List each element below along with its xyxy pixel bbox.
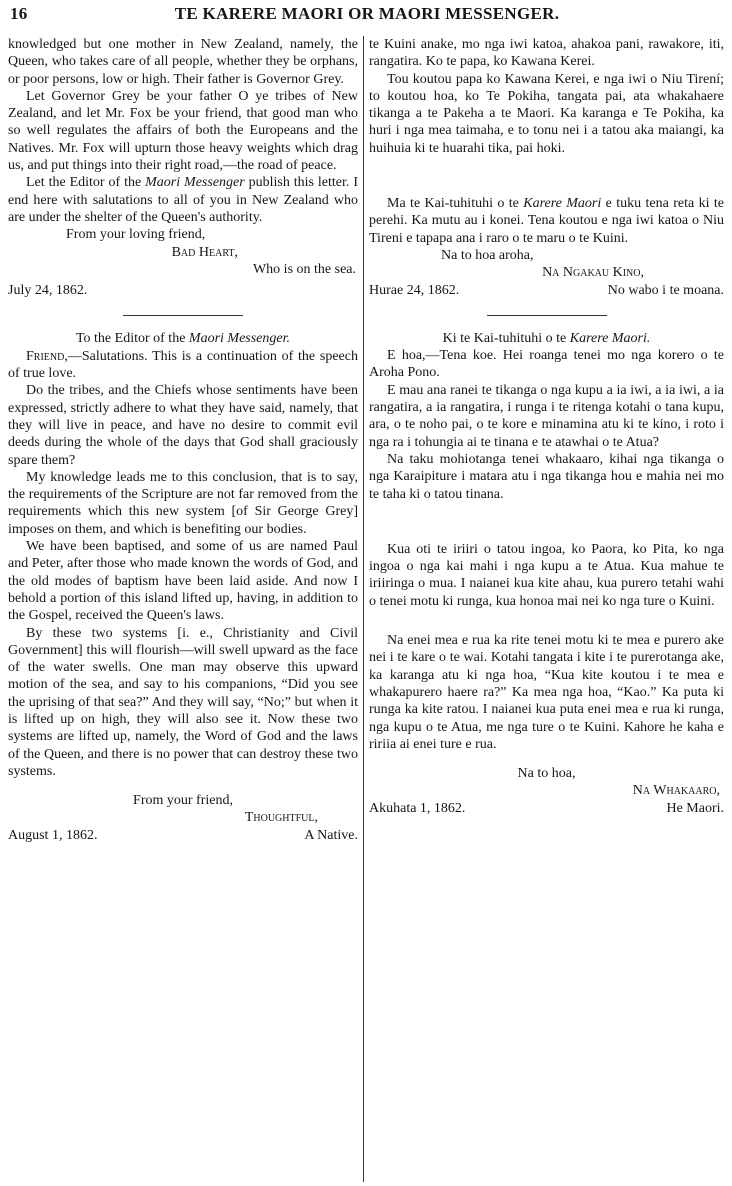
letter1-footer-line bbox=[369, 282, 724, 299]
spacer bbox=[369, 157, 724, 195]
text-run: To the Editor of the bbox=[75, 331, 189, 347]
letter2-paragraph: E mau ana ranei te tikanga o nga kupu a ia iwi, a ia iwi, a ia rangatira, a ia rangatira, i runga i te ritenga kotahi o tana kupu, ara, o te noho pai, o te kore e minamina atu ki te kino, i roto i nga ra i tohungia ai te tinana e te atawhai o te Atua? bbox=[369, 382, 724, 450]
text-run: Let the Editor of the bbox=[26, 175, 146, 191]
letter2-footer-line bbox=[8, 827, 358, 844]
text-run: e tuku tena reta ki te perehi. Ka mutu au i konei. Tena koutou e nga iwi katoa o Niu Tireni e tapapa ana i raro o te maru o te Kuini. bbox=[369, 196, 724, 246]
letter2-closing: From your friend, bbox=[133, 793, 233, 809]
letter1-paragraph: knowledged but one mother in New Zealand, namely, the Queen, who takes care of all people, whether they be orphans, or poor persons, low or high. Their father is Governor Grey. bbox=[8, 37, 358, 87]
letter1-paragraph bbox=[369, 195, 724, 247]
letter2-sign-desc: He Maori. bbox=[666, 800, 724, 816]
paper-name: Karere Maori. bbox=[569, 330, 651, 346]
letter2-sign-desc: A Native. bbox=[304, 827, 358, 843]
text-run: Ma te Kai-tuhituhi o te bbox=[387, 196, 524, 212]
letter1-date: Hurae 24, 1862. bbox=[369, 282, 460, 298]
letter1-paragraph: te Kuini anake, mo nga iwi katoa, ahakoa pani, rawakore, iti, rangatira. Ko te papa, ko Kawana Kerei. bbox=[369, 37, 724, 70]
salutation-word: Friend, bbox=[26, 348, 68, 364]
letter2-date: August 1, 1862. bbox=[8, 827, 98, 843]
letter1-closing: Na to hoa aroha, bbox=[441, 247, 534, 263]
letter2-paragraph: My knowledge leads me to this conclusion, that is to say, the requirements of the Scripture are not far removed from the requirements which this new system [of Sir George Grey] imposes on them, and which is benefiting our bodies. bbox=[8, 469, 358, 537]
letter2-footer-line bbox=[369, 800, 724, 817]
letter1-signature: Bad Heart, bbox=[171, 244, 238, 260]
letter2-salutation bbox=[8, 348, 358, 383]
spacer bbox=[369, 503, 724, 541]
letter2-closing: Na to hoa, bbox=[517, 766, 576, 782]
letter2-heading bbox=[369, 330, 724, 347]
section-rule bbox=[123, 315, 243, 316]
letter1-paragraph bbox=[8, 174, 358, 226]
letter2-paragraph: By these two systems [i. e., Christianity and Civil Government] this will flourish—will swell upward as the face of the water swells. One man may observe this upward motion of the sea, and say to his companions, “Did you see the uprising of that sea?” And they will say, “No;” but when it is lifted up on high, they will also see it. Now these two systems are lifted up, namely, the Word of God and the laws of the Queen, and there is no power that can destroy these two systems. bbox=[8, 625, 358, 779]
text-run: —Salutations. This is a continuation of the speech of true love. bbox=[8, 348, 358, 382]
section-rule bbox=[487, 315, 607, 316]
letter2-signature: Thoughtful, bbox=[244, 810, 318, 826]
newspaper-title: TE KARERE MAORI OR MAORI MESSENGER. bbox=[174, 4, 560, 23]
maori-column bbox=[369, 36, 724, 817]
column-divider bbox=[363, 36, 364, 1182]
page-number: 16 bbox=[10, 4, 28, 23]
letter1-paragraph: Tou koutou papa ko Kawana Kerei, e nga iwi o Niu Tirení; to koutou hoa, ko Te Pokiha, tangata pai, ata whakahaere tikanga a te Pakeha a te Maori. Ka karanga e Te Pokiha, ka huri i nga mea taimaha, e to tonu nei i a tatou aka maiangi, ka huihuia ki te huarahi tika, pai hoki. bbox=[369, 71, 724, 156]
paper-name: Maori Messenger. bbox=[188, 331, 291, 347]
letter1-date: July 24, 1862. bbox=[8, 283, 88, 299]
letter2-paragraph: Do the tribes, and the Chiefs whose sentiments have been expressed, strictly adhere to what they have said, namely, that they will live in peace, and have no desire to commit evil deeds during the whole of the days that God shall graciously spare them? bbox=[8, 383, 358, 468]
text-run: publish this letter. I end here with salutations to all of you in New Zealand who are under the shelter of the Queen's authority. bbox=[8, 175, 358, 225]
letter2-paragraph: Na enei mea e rua ka rite tenei motu ki te mea e purero ake nei i te kare o te wai. Kotahi tangata i kite i te purerotanga ake, ka karanga atu ki nga hoa, “Kua kite koutou i te mea e whakapurero haere ra?” Ka mea nga hoa, “Kao.” Ka puta ki runga ka kite ratou. I naianei kua puta enei mea e rua ki runga, nga kupu o te Atua, me nga ture o te Kuini. Kahore he kaha e ririia ai enei ture e rua. bbox=[369, 633, 724, 752]
letter2-heading bbox=[8, 330, 358, 347]
letter2-date: Akuhata 1, 1862. bbox=[369, 800, 466, 816]
letter1-signature: Na Ngakau Kino, bbox=[542, 265, 644, 281]
paper-name: Karere Maori bbox=[523, 196, 602, 212]
running-head bbox=[10, 2, 724, 28]
english-column bbox=[8, 36, 358, 844]
letter2-paragraph: Na taku mohiotanga tenei whakaaro, kihai nga tikanga o nga Karaipiture i matara atu i nga tikanga hou e mahia nei mo te taha ki o tatou tinana. bbox=[369, 451, 724, 502]
text-run: Ki te Kai-tuhituhi o te bbox=[442, 330, 570, 346]
letter1-paragraph: Let Governor Grey be your father O ye tribes of New Zealand, and let Mr. Fox be your friend, that good man who so well regulates the affairs of both the Europeans and the Natives. Mr. Fox will upturn those heavy weights which drag us, and put things into their right road,—the road of peace. bbox=[8, 88, 358, 174]
letter2-paragraph: We have been baptised, and some of us are named Paul and Peter, after those who made known the words of God, and the old modes of baptism have been laid aside. And now I behold a portion of this island lifted up, having, in addition to the Gospel, received the Queen's laws. bbox=[8, 539, 358, 624]
letter1-sign-place: Who is on the sea. bbox=[252, 261, 356, 277]
letter2-signature: Na Whakaaro, bbox=[632, 783, 720, 799]
letter2-paragraph: E hoa,—Tena koe. Hei roanga tenei mo nga korero o te Aroha Pono. bbox=[369, 348, 724, 381]
spacer bbox=[369, 610, 724, 632]
letter1-sign-place: No wabo i te moana. bbox=[607, 282, 724, 298]
paper-name: Maori Messenger bbox=[145, 175, 245, 191]
letter2-paragraph: Kua oti te iriiri o tatou ingoa, ko Paora, ko Pita, ko nga ingoa o nga kai mahi i nga kupu a te Atua. Kua mahue te iriiringa o mua. I naianei kua kite ahau, kua purero tetahi wahi o tenei motu ki runga, kua honoa mai nei ko nga ture o Kuini. bbox=[369, 541, 724, 609]
letter1-closing: From your loving friend, bbox=[66, 227, 206, 243]
